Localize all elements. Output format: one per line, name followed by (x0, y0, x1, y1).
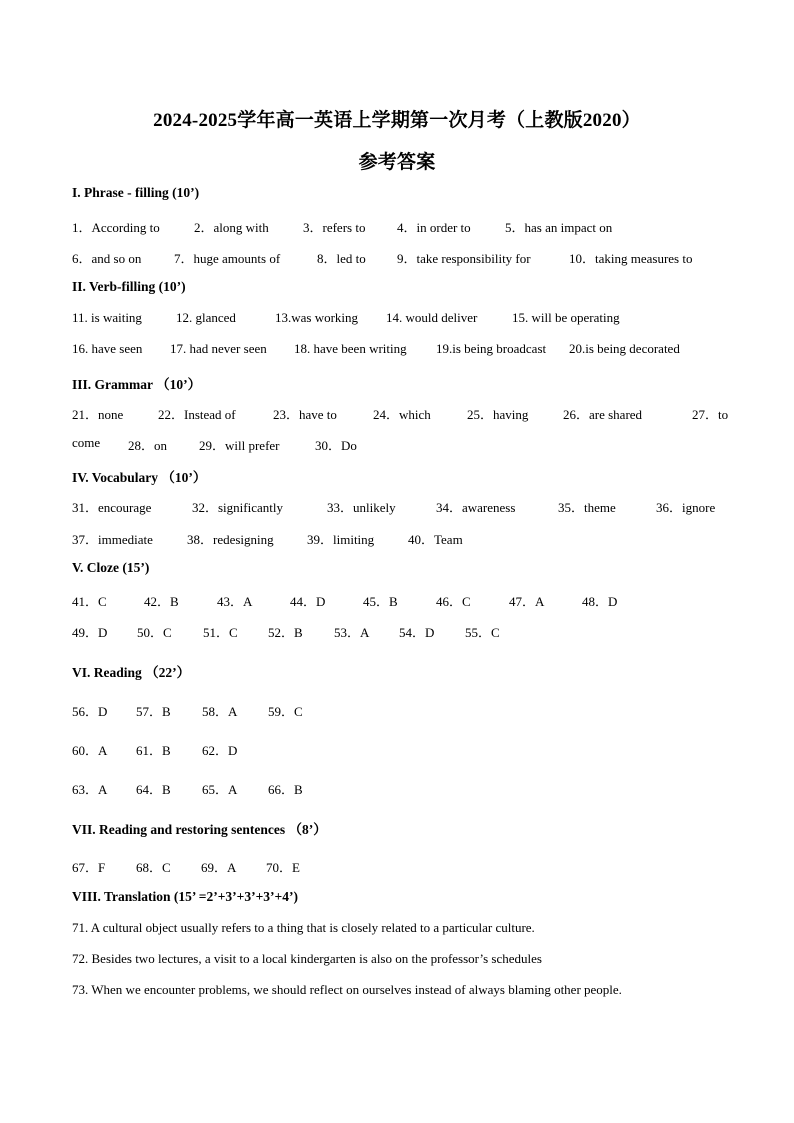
answer-row (72, 248, 722, 266)
answer-item: 61．B (136, 743, 171, 758)
answer-row (72, 701, 722, 719)
answer-item: 14. would deliver (386, 310, 478, 325)
translation-sentence: 72. Besides two lectures, a visit to a local kindergarten is also on the professor’s schedules (72, 951, 542, 966)
answer-item: 69．A (201, 860, 237, 875)
answer-item: 63．A (72, 782, 108, 797)
answer-item: 54．D (399, 625, 435, 640)
section-heading-grammar: III. Grammar （10’） (72, 377, 202, 392)
answer-item: come (72, 435, 101, 450)
answer-item: 4．in order to (397, 220, 471, 235)
answer-item: 66．B (268, 782, 303, 797)
answer-item: 44．D (290, 594, 326, 609)
translation-sentence: 71. A cultural object usually refers to a thing that is closely related to a particular culture. (72, 920, 535, 935)
section-heading-phrase-filling: I. Phrase - filling (10’) (72, 185, 200, 200)
answer-item: 65．A (202, 782, 238, 797)
answer-row (72, 857, 722, 875)
answer-item: 15. will be operating (512, 310, 620, 325)
answer-item: 43．A (217, 594, 253, 609)
answer-item: 68．C (136, 860, 171, 875)
answer-item: 45．B (363, 594, 398, 609)
section-heading-translation: VIII. Translation (15’ =2’+3’+3’+3’+4’) (72, 889, 298, 904)
answer-item: 34．awareness (436, 500, 516, 515)
answer-item: 8．led to (317, 251, 366, 266)
answer-item: 49．D (72, 625, 108, 640)
answer-row (72, 591, 722, 609)
answer-item: 40．Team (408, 532, 463, 547)
answer-item: 6．and so on (72, 251, 142, 266)
answer-item: 3．refers to (303, 220, 366, 235)
answer-item: 7．huge amounts of (174, 251, 281, 266)
section-heading-reading-restoring: VII. Reading and restoring sentences （8’） (72, 822, 327, 837)
answer-item: 50．C (137, 625, 172, 640)
answer-item: 48．D (582, 594, 618, 609)
answer-item: 64．B (136, 782, 171, 797)
answer-item: 52．B (268, 625, 303, 640)
answer-item: 19.is being broadcast (436, 341, 547, 356)
answer-item: 21．none (72, 407, 124, 422)
document-title: 2024-2025学年高一英语上学期第一次月考（上教版2020） (153, 110, 641, 131)
translation-sentence: 73. When we encounter problems, we should reflect on ourselves instead of always blaming other people. (72, 982, 622, 997)
answer-item: 59．C (268, 704, 303, 719)
answer-item: 24．which (373, 407, 431, 422)
answer-item: 31．encourage (72, 500, 152, 515)
answer-item: 42．B (144, 594, 179, 609)
answer-row (72, 404, 729, 422)
answer-item: 38．redesigning (187, 532, 274, 547)
section-heading-verb-filling: II. Verb-filling (10’) (72, 279, 186, 294)
answer-item: 56．D (72, 704, 108, 719)
answer-item: 60．A (72, 743, 108, 758)
answer-row (72, 779, 722, 797)
answer-item: 11. is waiting (72, 310, 142, 325)
answer-item: 20.is being decorated (569, 341, 680, 356)
answer-item: 10．taking measures to (569, 251, 693, 266)
answer-item: 47．A (509, 594, 545, 609)
answer-item: 26．are shared (563, 407, 643, 422)
answer-item: 55．C (465, 625, 500, 640)
answer-row (72, 622, 722, 640)
answer-item: 41．C (72, 594, 107, 609)
answer-item: 37．immediate (72, 532, 153, 547)
answer-item: 2．along with (194, 220, 269, 235)
answer-item: 18. have been writing (294, 341, 407, 356)
answer-item: 27．to (692, 407, 729, 422)
answer-item: 53．A (334, 625, 370, 640)
answer-item: 67．F (72, 860, 106, 875)
answer-row (72, 310, 722, 328)
answer-item: 51．C (203, 625, 238, 640)
answer-item: 35．theme (558, 500, 616, 515)
answer-item: 30．Do (315, 438, 357, 453)
answer-row (72, 529, 722, 547)
answer-item: 13.was working (275, 310, 359, 325)
answer-item: 28．on (128, 438, 168, 453)
answer-item: 46．C (436, 594, 471, 609)
answer-row (72, 341, 722, 359)
answer-item: 29．will prefer (199, 438, 280, 453)
answer-row (72, 217, 722, 235)
answer-row (72, 435, 722, 453)
answer-item: 62．D (202, 743, 238, 758)
answer-row (72, 497, 722, 515)
section-heading-cloze: V. Cloze (15’) (72, 560, 150, 575)
document-subtitle: 参考答案 (358, 152, 436, 173)
answer-item: 12. glanced (176, 310, 236, 325)
answer-item: 9．take responsibility for (397, 251, 531, 266)
answer-item: 33．unlikely (327, 500, 396, 515)
answer-item: 22．Instead of (158, 407, 236, 422)
answer-item: 23．have to (273, 407, 337, 422)
answer-row (72, 740, 722, 758)
answer-item: 36．ignore (656, 500, 716, 515)
answer-item: 16. have seen (72, 341, 143, 356)
answer-item: 70．E (266, 860, 300, 875)
answer-item: 1．According to (72, 220, 160, 235)
answer-item: 17. had never seen (170, 341, 267, 356)
section-heading-vocabulary: IV. Vocabulary （10’） (72, 470, 207, 485)
answer-item: 25．having (467, 407, 529, 422)
section-heading-reading: VI. Reading （22’） (72, 665, 191, 680)
answer-item: 58．A (202, 704, 238, 719)
answer-item: 57．B (136, 704, 171, 719)
answer-item: 32．significantly (192, 500, 283, 515)
answer-item: 39．limiting (307, 532, 375, 547)
answer-item: 5．has an impact on (505, 220, 613, 235)
